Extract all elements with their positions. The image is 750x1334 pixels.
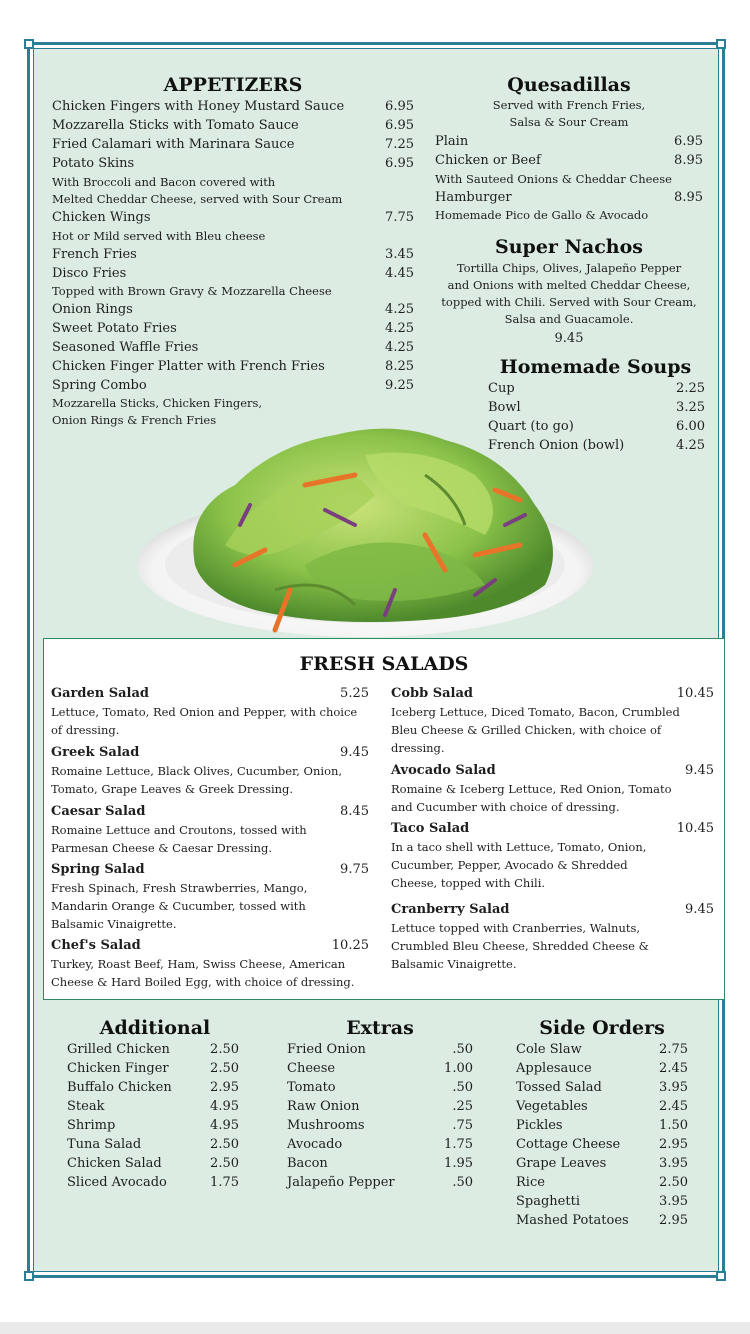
appetizers-title: APPETIZERS — [163, 74, 303, 96]
salad-description-line: Iceberg Lettuce, Diced Tomato, Bacon, Crumbled — [391, 705, 680, 719]
menu-item-price: 4.95 — [210, 1099, 239, 1114]
salad-name: Garden Salad — [51, 686, 149, 701]
menu-item-name: Shrimp — [67, 1118, 116, 1133]
menu-item-name: Chicken Wings — [52, 210, 151, 225]
menu-item-price: 2.95 — [659, 1137, 688, 1152]
salad-description-line: Cheese, topped with Chili. — [391, 876, 546, 890]
menu-item-name: Spaghetti — [516, 1194, 580, 1209]
menu-item-name: Bowl — [488, 400, 521, 415]
salad-price: 10.25 — [331, 938, 369, 953]
extras-title: Extras — [346, 1017, 414, 1039]
menu-item-price: 6.95 — [385, 156, 414, 171]
salad-description-line: Romaine & Iceberg Lettuce, Red Onion, Tomato — [391, 782, 672, 796]
menu-item-name: Chicken or Beef — [435, 153, 541, 168]
quesadillas-subtitle: Salsa & Sour Cream — [509, 115, 629, 129]
menu-item-price: 2.95 — [210, 1080, 239, 1095]
menu-item-name: Sliced Avocado — [67, 1175, 167, 1190]
menu-item-name: Applesauce — [516, 1061, 592, 1076]
menu-item-name: Onion Rings — [52, 302, 133, 317]
menu-item-name: Buffalo Chicken — [67, 1080, 172, 1095]
salad-description-line: Mandarin Orange & Cucumber, tossed with — [51, 899, 306, 913]
menu-item-name: Plain — [435, 134, 469, 149]
salad-price: 10.45 — [676, 686, 714, 701]
menu-item-name: Spring Combo — [52, 378, 147, 393]
soups-title: Homemade Soups — [499, 356, 692, 378]
menu-item-name: Bacon — [287, 1156, 328, 1171]
menu-item-price: 4.25 — [385, 340, 414, 355]
salad-price: 9.45 — [685, 763, 714, 778]
salad-description-line: and Cucumber with choice of dressing. — [391, 800, 620, 814]
menu-item-name: Sweet Potato Fries — [52, 321, 177, 336]
menu-item-price: 2.75 — [659, 1042, 688, 1057]
salad-description-line: Romaine Lettuce, Black Olives, Cucumber, Onion, — [51, 764, 343, 778]
nachos-title: Super Nachos — [495, 236, 643, 258]
menu-item-name: Tuna Salad — [67, 1137, 142, 1152]
menu-item-name: Mashed Potatoes — [516, 1213, 629, 1228]
salad-price: 9.75 — [340, 862, 369, 877]
salad-description-line: Turkey, Roast Beef, Ham, Swiss Cheese, American — [51, 957, 346, 971]
menu-item-price: 3.45 — [385, 247, 414, 262]
menu-item-price: 6.95 — [385, 118, 414, 133]
side-orders-title: Side Orders — [539, 1017, 665, 1039]
salad-description-line: Parmesan Cheese & Caesar Dressing. — [51, 841, 272, 855]
menu-item-description: With Broccoli and Bacon covered with — [52, 175, 276, 189]
menu-item-name: Pickles — [516, 1118, 563, 1133]
menu-item-price: .50 — [452, 1042, 473, 1057]
menu-item-price: 4.25 — [385, 321, 414, 336]
menu-item-price: 6.95 — [385, 99, 414, 114]
salad-description-line: Bleu Cheese & Grilled Chicken, with choice of — [391, 723, 662, 737]
salad-description-line: Tomato, Grape Leaves & Greek Dressing. — [51, 782, 294, 796]
salad-description-line: Lettuce topped with Cranberries, Walnuts, — [391, 921, 641, 935]
menu-item-name: Tossed Salad — [516, 1080, 602, 1095]
menu-item-name: Steak — [67, 1099, 105, 1114]
menu-item-name: French Onion (bowl) — [488, 438, 625, 453]
menu-item-name: Grape Leaves — [516, 1156, 607, 1171]
salad-name: Avocado Salad — [391, 763, 496, 778]
menu-item-name: Fried Calamari with Marinara Sauce — [52, 137, 295, 152]
menu-item-price: .50 — [452, 1080, 473, 1095]
menu-item-price: 3.95 — [659, 1194, 688, 1209]
menu-item-price: 2.45 — [659, 1099, 688, 1114]
nachos-description-line: Tortilla Chips, Olives, Jalapeño Pepper — [456, 261, 682, 275]
menu-item-name: Jalapeño Pepper — [287, 1175, 395, 1190]
salad-name: Cobb Salad — [391, 686, 473, 701]
frame-corner — [716, 39, 726, 49]
menu-item-price: 1.95 — [444, 1156, 473, 1171]
menu-item-description: Hot or Mild served with Bleu cheese — [52, 229, 266, 243]
menu-item-price: 2.25 — [676, 381, 705, 396]
menu-item-price: 1.75 — [210, 1175, 239, 1190]
menu-item-price: 1.00 — [444, 1061, 473, 1076]
salad-description-line: dressing. — [391, 741, 445, 755]
menu-item-price: 2.50 — [210, 1156, 239, 1171]
menu-item-name: Mozzarella Sticks with Tomato Sauce — [52, 118, 299, 133]
menu-item-name: Grilled Chicken — [67, 1042, 170, 1057]
menu-item-description: Homemade Pico de Gallo & Avocado — [435, 208, 649, 222]
menu-item-price: 3.95 — [659, 1080, 688, 1095]
menu-item-price: 2.50 — [210, 1061, 239, 1076]
menu-item-price: 4.25 — [385, 302, 414, 317]
menu-item-name: Rice — [516, 1175, 545, 1190]
salad-description-line: Romaine Lettuce and Croutons, tossed with — [51, 823, 307, 837]
menu-item-price: 9.25 — [385, 378, 414, 393]
salad-description-line: Fresh Spinach, Fresh Strawberries, Mango, — [51, 881, 308, 895]
salad-description-line: Crumbled Bleu Cheese, Shredded Cheese & — [391, 939, 649, 953]
menu-item-name: Chicken Finger Platter with French Fries — [52, 359, 325, 374]
menu-item-price: 8.25 — [385, 359, 414, 374]
salad-price: 9.45 — [685, 902, 714, 917]
menu-item-name: Quart (to go) — [488, 419, 574, 434]
salad-description-line: Cucumber, Pepper, Avocado & Shredded — [391, 858, 628, 872]
menu-item-name: French Fries — [52, 247, 137, 262]
salad-name: Chef's Salad — [51, 938, 141, 953]
menu-item-price: 2.45 — [659, 1061, 688, 1076]
menu-item-name: Potato Skins — [52, 156, 135, 171]
menu-item-name: Cole Slaw — [516, 1042, 582, 1057]
menu-item-price: 1.75 — [444, 1137, 473, 1152]
nachos-price: 9.45 — [554, 331, 584, 346]
frame-corner — [716, 1271, 726, 1281]
fresh-salads-title: FRESH SALADS — [299, 653, 469, 675]
nachos-description-line: Salsa and Guacamole. — [504, 312, 634, 326]
menu-item-name: Tomato — [287, 1080, 336, 1095]
menu-item-name: Cottage Cheese — [516, 1137, 621, 1152]
menu-item-price: .25 — [452, 1099, 473, 1114]
menu-item-name: Cheese — [287, 1061, 336, 1076]
menu-item-price: 2.50 — [210, 1042, 239, 1057]
salad-name: Taco Salad — [391, 821, 470, 836]
menu-item-name: Seasoned Waffle Fries — [52, 340, 199, 355]
salad-name: Cranberry Salad — [391, 902, 510, 917]
menu-item-description: Onion Rings & French Fries — [52, 413, 217, 427]
menu-item-description: Topped with Brown Gravy & Mozzarella Cheese — [52, 284, 332, 298]
menu-item-name: Disco Fries — [52, 266, 127, 281]
menu-item-name: Mushrooms — [287, 1118, 365, 1133]
menu-item-price: 2.95 — [659, 1213, 688, 1228]
additional-title: Additional — [99, 1017, 211, 1039]
salad-name: Greek Salad — [51, 745, 140, 760]
menu-item-name: Chicken Fingers with Honey Mustard Sauce — [52, 99, 345, 114]
menu-item-price: 6.95 — [674, 134, 703, 149]
menu-item-price: .50 — [452, 1175, 473, 1190]
quesadillas-title: Quesadillas — [507, 74, 631, 96]
menu-item-price: 3.25 — [676, 400, 705, 415]
salad-name: Spring Salad — [51, 862, 145, 877]
menu-item-name: Vegetables — [516, 1099, 588, 1114]
nachos-description-line: and Onions with melted Cheddar Cheese, — [447, 278, 691, 292]
menu-item-price: 4.45 — [385, 266, 414, 281]
menu-item-name: Avocado — [287, 1137, 343, 1152]
nachos-description-line: topped with Chili. Served with Sour Cream, — [441, 295, 697, 309]
salad-price: 5.25 — [340, 686, 369, 701]
quesadillas-subtitle: Served with French Fries, — [492, 98, 646, 112]
menu-item-price: .75 — [452, 1118, 473, 1133]
menu-item-price: 6.00 — [676, 419, 705, 434]
menu-item-description: With Sauteed Onions & Cheddar Cheese — [435, 172, 672, 186]
salad-description-line: Cheese & Hard Boiled Egg, with choice of dressing. — [51, 975, 355, 989]
menu-item-name: Cup — [488, 381, 515, 396]
bottom-bar — [0, 1322, 750, 1334]
menu-item-price: 4.25 — [676, 438, 705, 453]
menu-item-price: 2.50 — [210, 1137, 239, 1152]
menu-item-name: Hamburger — [435, 190, 512, 205]
salad-price: 8.45 — [340, 804, 369, 819]
salad-description-line: Balsamic Vinaigrette. — [51, 917, 177, 931]
frame-corner — [24, 39, 34, 49]
menu-item-name: Raw Onion — [287, 1099, 360, 1114]
menu-item-price: 4.95 — [210, 1118, 239, 1133]
menu-item-price: 8.95 — [674, 153, 703, 168]
menu-item-name: Chicken Salad — [67, 1156, 162, 1171]
salad-description-line: Balsamic Vinaigrette. — [391, 957, 517, 971]
menu-item-price: 7.25 — [385, 137, 414, 152]
salad-photo — [125, 415, 605, 640]
menu-item-price: 3.95 — [659, 1156, 688, 1171]
menu-item-price: 1.50 — [659, 1118, 688, 1133]
salad-price: 10.45 — [676, 821, 714, 836]
salad-name: Caesar Salad — [51, 804, 146, 819]
salad-description-line: of dressing. — [51, 723, 120, 737]
menu-item-name: Chicken Finger — [67, 1061, 169, 1076]
menu-item-description: Mozzarella Sticks, Chicken Fingers, — [52, 396, 263, 410]
salad-description-line: Lettuce, Tomato, Red Onion and Pepper, with choice — [51, 705, 358, 719]
menu-item-description: Melted Cheddar Cheese, served with Sour Cream — [52, 192, 343, 206]
menu-item-price: 2.50 — [659, 1175, 688, 1190]
menu-item-price: 8.95 — [674, 190, 703, 205]
menu-item-name: Fried Onion — [287, 1042, 366, 1057]
frame-corner — [24, 1271, 34, 1281]
menu-item-price: 7.75 — [385, 210, 414, 225]
salad-price: 9.45 — [340, 745, 369, 760]
salad-description-line: In a taco shell with Lettuce, Tomato, Onion, — [391, 840, 647, 854]
